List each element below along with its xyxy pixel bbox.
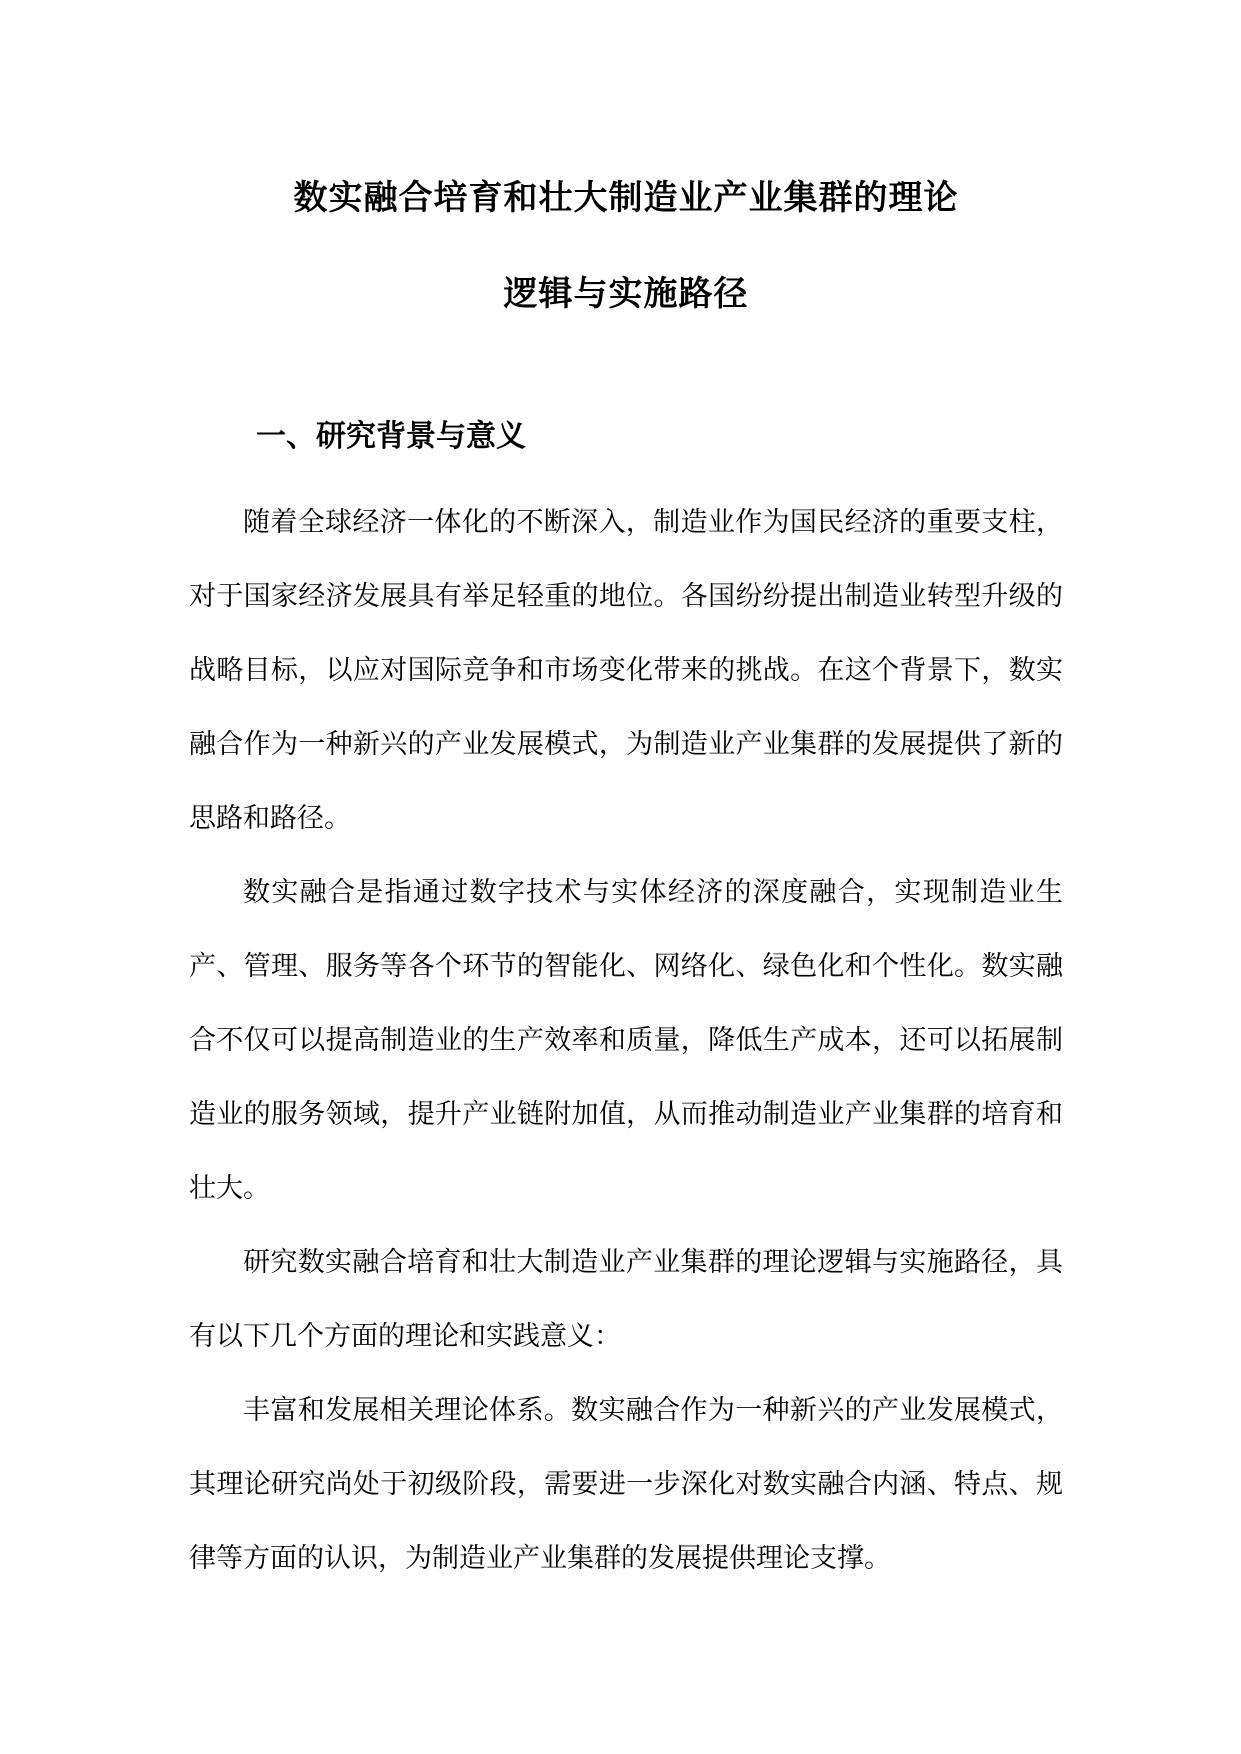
title-line-2: 逻辑与实施路径	[503, 274, 749, 314]
section-heading: 一、研究背景与意义	[256, 419, 526, 454]
paragraph-1: 随着全球经济一体化的不断深入，制造业作为国民经济的重要支柱，对于国家经济发展具有举足轻重的地位。各国纷纷提出制造业转型升级的战略目标，以应对国际竞争和市场变化带来的挑战。在这个背景下，数实融合作为一种新兴的产业发展模式，为制造业产业集群的发展提供了新的思路和路径。	[189, 507, 1063, 834]
paragraph-4: 丰富和发展相关理论体系。数实融合作为一种新兴的产业发展模式，其理论研究尚处于初级阶段，需要进一步深化对数实融合内涵、特点、规律等方面的认识，为制造业产业集群的发展提供理论支撑。	[189, 1395, 1063, 1574]
paragraph-3: 研究数实融合培育和壮大制造业产业集群的理论逻辑与实施路径，具有以下几个方面的理论和实践意义：	[189, 1247, 1063, 1352]
body-text	[189, 486, 1063, 1596]
title-line-1: 数实融合培育和壮大制造业产业集群的理论	[293, 178, 959, 218]
paragraph-2: 数实融合是指通过数字技术与实体经济的深度融合，实现制造业生产、管理、服务等各个环节的智能化、网络化、绿色化和个性化。数实融合不仅可以提高制造业的生产效率和质量，降低生产成本，还可以拓展制造业的服务领域，提升产业链附加值，从而推动制造业产业集群的培育和壮大。	[189, 877, 1063, 1204]
document-title	[189, 150, 1063, 342]
